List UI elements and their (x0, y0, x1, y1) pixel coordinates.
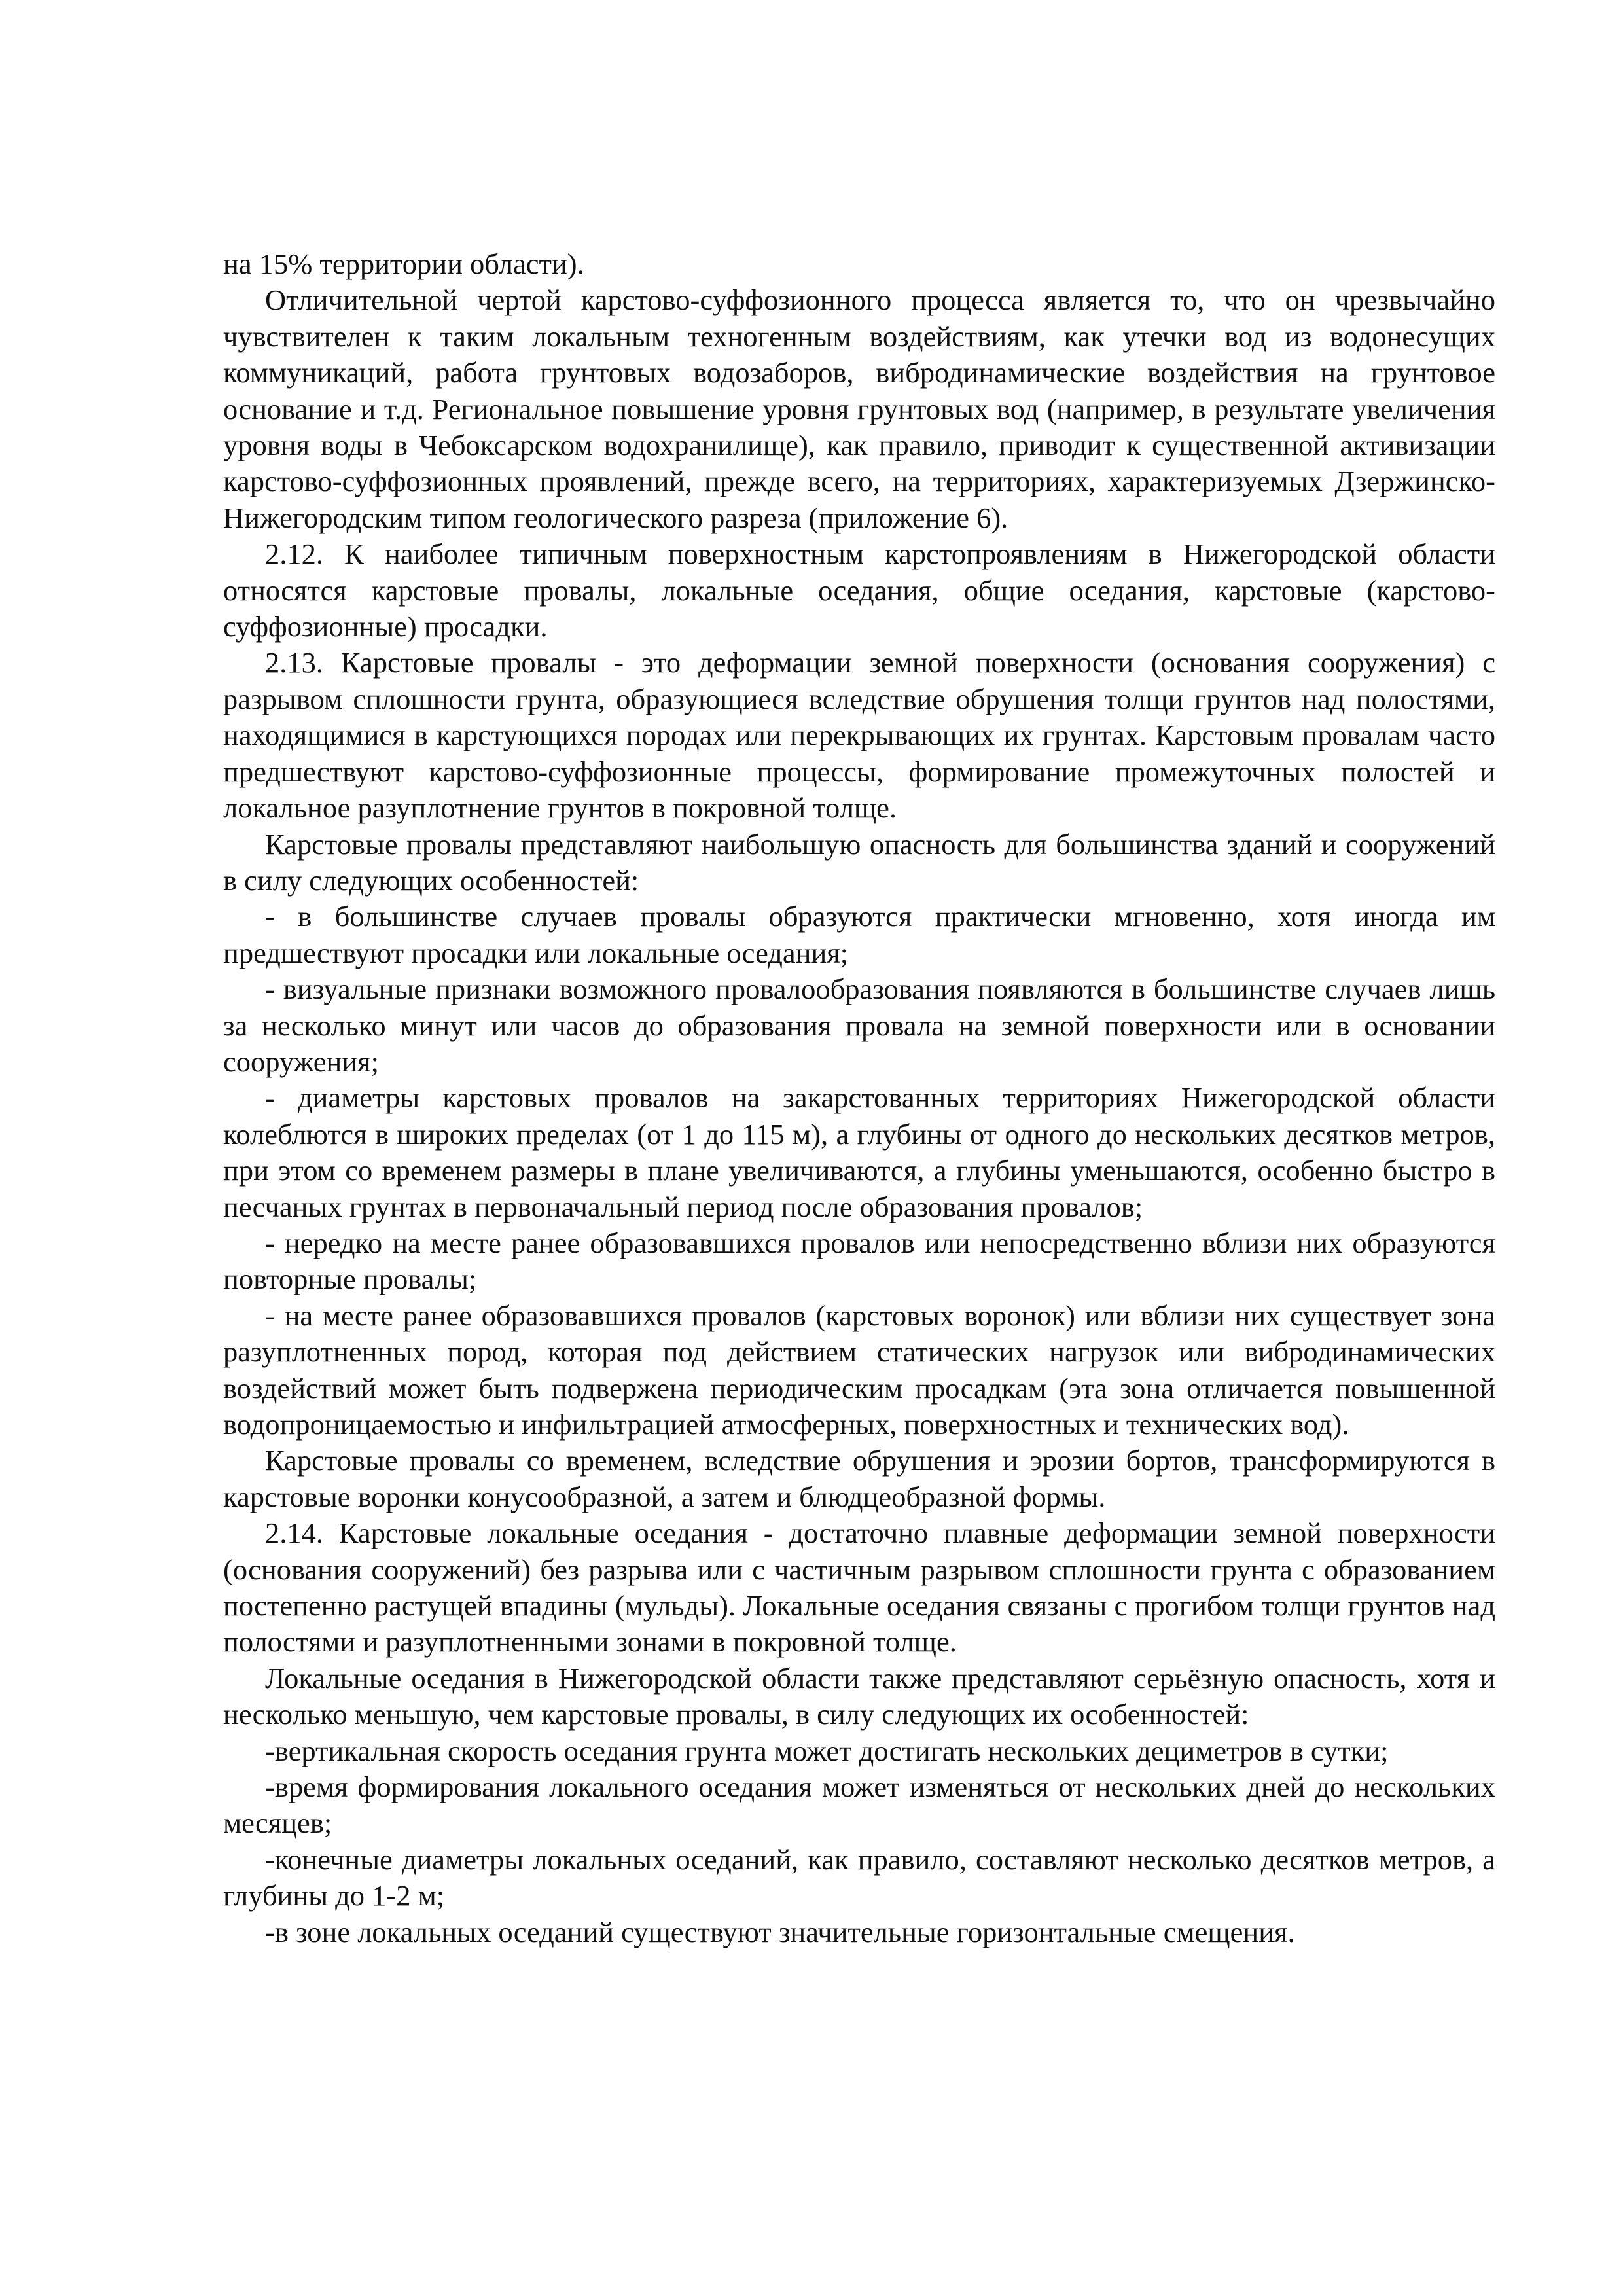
paragraph-continuation: на 15% территории области). (223, 247, 584, 280)
paragraph-2-12: 2.12. К наиболее типичным поверхностным карстопроявлениям в Нижегородской области относятся карстовые провалы, локальные оседания, общие оседания, карстовые (карстово-суффозионные) просадки. (223, 537, 1495, 643)
list-item-decompacted-zone: - на месте ранее образовавшихся провалов (карстовых воронок) или вблизи них существует зона разуплотненных пород, которая под действием статических нагрузок или вибродинамических воздействий может быть подвержена периодическим просадкам (эта зона отличается повышенной водопроницаемостью и инфильтрацией атмосферных, поверхностных и технических вод). (223, 1299, 1495, 1441)
list-item-vertical-speed: -вертикальная скорость оседания грунта может достигать нескольких дециметров в сутки; (265, 1734, 1389, 1767)
list-item-final-diameters: -конечные диаметры локальных оседаний, как правило, составляют несколько десятков метров, а глубины до 1-2 м; (223, 1842, 1495, 1912)
paragraph-sinkhole-danger: Карстовые провалы представляют наибольшую опасность для большинства зданий и сооружений в силу следующих особенностей: (223, 827, 1495, 897)
document-body (223, 246, 1495, 1950)
paragraph-2-13: 2.13. Карстовые провалы - это деформации земной поверхности (основания сооружения) с разрывом сплошности грунта, образующиеся вследствие обрушения толщи грунтов над полостями, находящимися в карстующихся породах или перекрывающих их грунтах. Карстовым провалам часто предшествуют карстово-суффозионные процессы, формирование промежуточных полостей и локальное разуплотнение грунтов в покровной толще. (223, 646, 1495, 825)
paragraph-karst-suffosion-sensitivity: Отличительной чертой карстово-суффозионного процесса является то, что он чрезвычайно чувствителен к таким локальным техногенным воздействиям, как утечки вод из водонесущих коммуникаций, работа грунтовых водозаборов, вибродинамические воздействия на грунтовое основание и т.д. Региональное повышение уровня грунтовых вод (например, в результате увеличения уровня воды в Чебоксарском водохранилище), как правило, приводит к существенной активизации карстово-суффозионных проявлений, прежде всего, на территориях, характеризуемых Дзержинско-Нижегородским типом геологического разреза (приложение 6). (223, 283, 1495, 534)
list-item-horizontal-shifts: -в зоне локальных оседаний существуют значительные горизонтальные смещения. (265, 1915, 1295, 1948)
list-item-formation-time: -время формирования локального оседания может изменяться от нескольких дней до нескольких месяцев; (223, 1770, 1495, 1840)
list-item-instant-formation: - в большинстве случаев провалы образуются практически мгновенно, хотя иногда им предшествуют просадки или локальные оседания; (223, 900, 1495, 969)
paragraph-local-subsidence-danger: Локальные оседания в Нижегородской области также представляют серьёзную опасность, хотя и несколько меньшую, чем карстовые провалы, в силу следующих их особенностей: (223, 1661, 1495, 1731)
paragraph-2-14: 2.14. Карстовые локальные оседания - достаточно плавные деформации земной поверхности (основания сооружений) без разрыва или с частичным разрывом сплошности грунта с образованием постепенно растущей впадины (мульды). Локальные оседания связаны с прогибом толщи грунтов над полостями и разуплотненными зонами в покровной толще. (223, 1516, 1495, 1659)
list-item-repeat-sinkholes: - нередко на месте ранее образовавшихся провалов или непосредственно вблизи них образуются повторные провалы; (223, 1226, 1495, 1296)
list-item-diameters: - диаметры карстовых провалов на закарстованных территориях Нижегородской области колеблются в широких пределах (от 1 до 115 м), а глубины от одного до нескольких десятков метров, при этом со временем размеры в плане увеличиваются, а глубины уменьшаются, особенно быстро в песчаных грунтах в первоначальный период после образования провалов; (223, 1081, 1495, 1223)
paragraph-funnel-transformation: Карстовые провалы со временем, вследствие обрушения и эрозии бортов, трансформируются в карстовые воронки конусообразной, а затем и блюдцеобразной формы. (223, 1444, 1495, 1513)
list-item-visual-signs: - визуальные признаки возможного провалообразования появляются в большинстве случаев лишь за несколько минут или часов до образования провала на земной поверхности или в основании сооружения; (223, 973, 1495, 1078)
